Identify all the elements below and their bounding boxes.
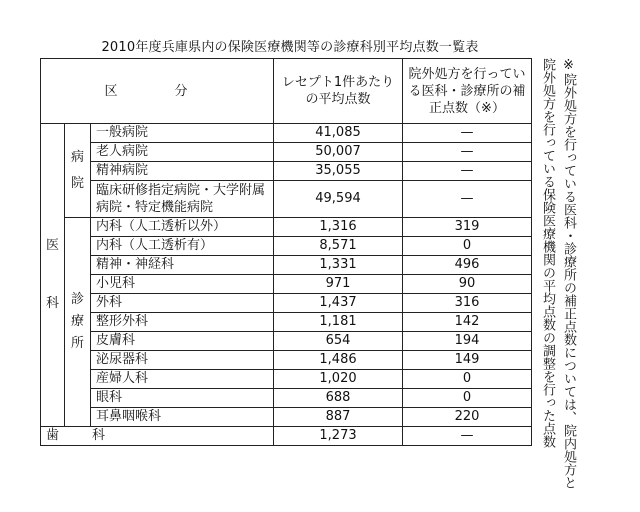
table-row — [41, 181, 532, 218]
row-correction: 194 — [403, 332, 532, 351]
row-points: 971 — [274, 275, 403, 294]
row-points: 50,007 — [274, 143, 403, 162]
footnote-line-1: ※院外処方を行っている医科・診療所の補正点数については、院内処方と — [561, 58, 576, 489]
table-row — [41, 370, 532, 389]
dental-row — [41, 427, 532, 446]
table-row — [41, 124, 532, 143]
row-points: 1,331 — [274, 256, 403, 275]
hospital-label-text: 病院 — [70, 149, 84, 191]
row-name: 泌尿器科 — [91, 351, 274, 370]
row-points: 1,486 — [274, 351, 403, 370]
row-correction: — — [403, 124, 532, 143]
table-row — [41, 408, 532, 427]
row-name: 眼科 — [91, 389, 274, 408]
average-points-table — [40, 58, 532, 446]
row-name: 整形外科 — [91, 313, 274, 332]
row-correction: — — [403, 162, 532, 181]
row-points: 1,437 — [274, 294, 403, 313]
row-correction: 319 — [403, 218, 532, 237]
row-name: 小児科 — [91, 275, 274, 294]
row-correction: — — [403, 143, 532, 162]
row-points: 1,316 — [274, 218, 403, 237]
header-row — [41, 59, 532, 124]
row-name: 精神病院 — [91, 162, 274, 181]
dental-label: 歯 科 — [41, 427, 274, 446]
row-name: 産婦人科 — [91, 370, 274, 389]
row-correction: — — [403, 181, 532, 218]
row-name: 皮膚科 — [91, 332, 274, 351]
table-row — [41, 143, 532, 162]
row-name: 臨床研修指定病院・大学附属病院・特定機能病院 — [91, 181, 274, 218]
row-points: 8,571 — [274, 237, 403, 256]
row-points: 1,020 — [274, 370, 403, 389]
header-avg-points: レセプト1件あたりの平均点数 — [274, 59, 403, 124]
header-correction: 院外処方を行っている医科・診療所の補正点数（※） — [403, 59, 532, 124]
table-row — [41, 218, 532, 237]
header-category: 区 分 — [41, 59, 274, 124]
table-row — [41, 351, 532, 370]
row-correction: 496 — [403, 256, 532, 275]
row-points: 49,594 — [274, 181, 403, 218]
row-name: 外科 — [91, 294, 274, 313]
row-correction: — — [403, 427, 532, 446]
row-points: 1,181 — [274, 313, 403, 332]
table-row — [41, 237, 532, 256]
row-correction: 0 — [403, 389, 532, 408]
row-name: 内科（人工透析有） — [91, 237, 274, 256]
clinic-label — [65, 218, 91, 427]
row-name: 耳鼻咽喉科 — [91, 408, 274, 427]
row-points: 654 — [274, 332, 403, 351]
row-name: 内科（人工透析以外） — [91, 218, 274, 237]
row-points: 35,055 — [274, 162, 403, 181]
table-row — [41, 332, 532, 351]
table-row — [41, 256, 532, 275]
table-row — [41, 275, 532, 294]
row-correction: 142 — [403, 313, 532, 332]
table-row — [41, 294, 532, 313]
table-row — [41, 389, 532, 408]
ika-label-text: 医科 — [45, 238, 59, 311]
clinic-label-text: 診療所 — [70, 292, 84, 351]
row-correction: 90 — [403, 275, 532, 294]
row-points: 1,273 — [274, 427, 403, 446]
row-correction: 0 — [403, 237, 532, 256]
row-points: 688 — [274, 389, 403, 408]
hospital-label — [65, 124, 91, 218]
row-points: 41,085 — [274, 124, 403, 143]
row-points: 887 — [274, 408, 403, 427]
row-name: 一般病院 — [91, 124, 274, 143]
table-row — [41, 162, 532, 181]
row-name: 老人病院 — [91, 143, 274, 162]
table-row — [41, 313, 532, 332]
row-correction: 149 — [403, 351, 532, 370]
footnote-line-2: 院外処方を行っている保険医療機関の平均点数の調整を行った点数 — [540, 58, 555, 448]
document-title: 2010年度兵庫県内の保険医療機関等の診療科別平均点数一覧表 — [101, 40, 479, 55]
row-name: 精神・神経科 — [91, 256, 274, 275]
row-correction: 316 — [403, 294, 532, 313]
ika-label — [41, 124, 65, 427]
row-correction: 220 — [403, 408, 532, 427]
row-correction: 0 — [403, 370, 532, 389]
